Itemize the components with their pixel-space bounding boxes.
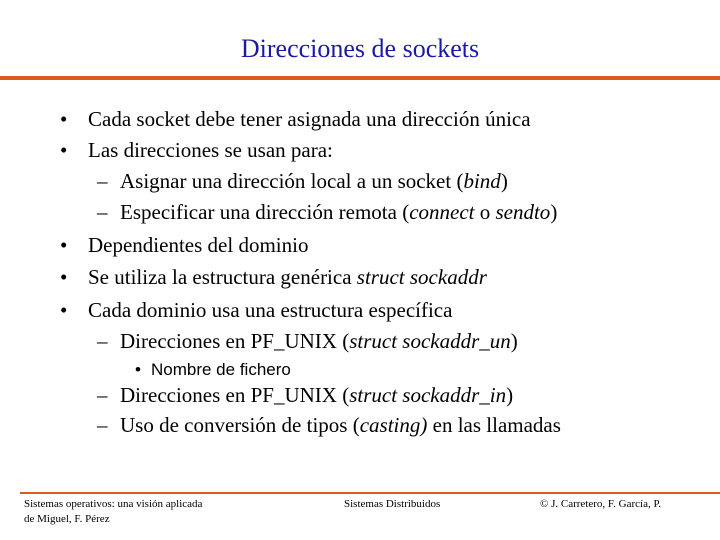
bullet-text: ) [510, 329, 518, 353]
footer-book-credit [24, 497, 202, 527]
sub-bullet-item [97, 169, 508, 193]
sub-bullet-item [97, 383, 514, 407]
bullet-emphasis: struct sockaddr_un [349, 329, 511, 353]
sub-bullet-item [97, 413, 561, 437]
bullet-text: Uso de conversión de tipos ( [120, 413, 360, 437]
dash-marker: – [97, 169, 108, 193]
dash-marker: – [97, 413, 108, 437]
bullet-emphasis: struct sockaddr [356, 265, 487, 289]
sub-bullet-item [97, 200, 558, 224]
slide-title: Direcciones de sockets [240, 34, 480, 63]
bullet-text: ) [500, 169, 508, 193]
bullet-emphasis: casting) [359, 413, 428, 437]
bullet-emphasis: struct sockaddr_in [349, 383, 507, 407]
bullet-text: ) [506, 383, 514, 407]
sub-bullet-item [97, 329, 518, 353]
footer-book-title: Sistemas operativos: una visión aplicada [24, 498, 203, 510]
bullet-text: Asignar una dirección local a un socket ( [120, 169, 464, 193]
bullet-emphasis: bind [463, 169, 501, 193]
sub-sub-bullet-item [135, 358, 291, 382]
bullet-text: Especificar una dirección remota ( [120, 200, 410, 224]
bullet-item [60, 298, 453, 322]
bullet-emphasis: connect [409, 200, 475, 224]
dash-marker: – [97, 329, 108, 353]
bullet-text: Se utiliza la estructura genérica [88, 265, 357, 289]
bullet-text: Direcciones en PF_UNIX ( [120, 383, 350, 407]
bullet-text: o [474, 200, 496, 224]
dash-marker: – [97, 383, 108, 407]
bullet-text: Cada dominio usa una estructura específica [88, 298, 453, 322]
bullet-emphasis: sendto [495, 200, 551, 224]
bullet-marker: • [60, 138, 68, 162]
footer-divider [20, 492, 720, 494]
bullet-text: Dependientes del dominio [88, 233, 309, 257]
bullet-marker: • [135, 360, 141, 379]
footer-book-authors: de Miguel, F. Pérez [24, 513, 110, 525]
title-divider [0, 76, 720, 80]
bullet-marker: • [60, 107, 68, 131]
dash-marker: – [97, 200, 108, 224]
bullet-item [60, 138, 333, 162]
bullet-item [60, 233, 309, 257]
bullet-marker: • [60, 233, 68, 257]
bullet-marker: • [60, 265, 68, 289]
bullet-text: Las direcciones se usan para: [88, 138, 333, 162]
bullet-text: Cada socket debe tener asignada una dirección única [88, 107, 531, 131]
bullet-text: Nombre de fichero [151, 360, 291, 379]
bullet-item [60, 265, 487, 289]
footer-copyright: © J. Carretero, F. García, P. [540, 498, 662, 510]
bullet-text: en las llamadas [427, 413, 561, 437]
bullet-item [60, 107, 531, 131]
bullet-text: ) [550, 200, 558, 224]
bullet-marker: • [60, 298, 68, 322]
bullet-text: Direcciones en PF_UNIX ( [120, 329, 350, 353]
footer-course-name: Sistemas Distribuidos [344, 498, 441, 510]
